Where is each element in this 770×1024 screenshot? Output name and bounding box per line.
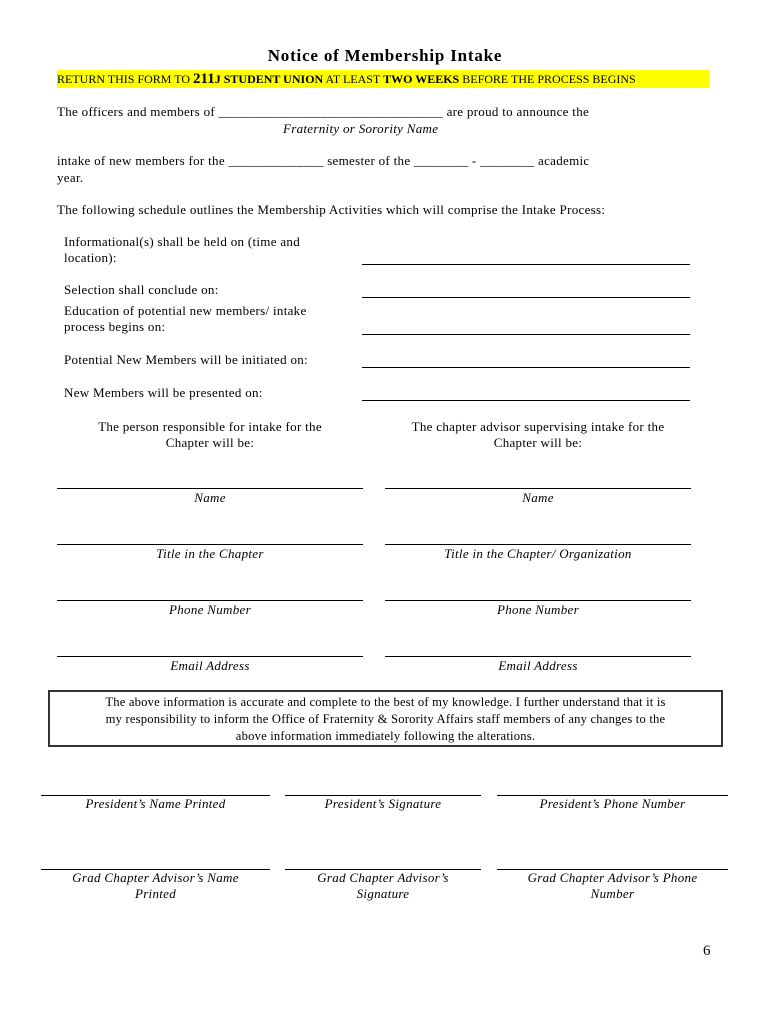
intake-contact-email-caption: Email Address	[170, 658, 250, 673]
advisor-title-caption: Title in the Chapter/ Organization	[444, 546, 632, 561]
initiation-date-field[interactable]	[362, 367, 690, 368]
form-title: Notice of Membership Intake	[267, 46, 503, 65]
selection-date-field[interactable]	[362, 297, 690, 298]
advisor-name-printed-caption	[41, 870, 270, 902]
organization-name-field[interactable]: _________________________________	[218, 104, 443, 119]
education-label	[64, 303, 307, 335]
intake-contact-phone-caption: Phone Number	[169, 602, 251, 617]
president-signature-caption: President’s Signature	[324, 796, 442, 811]
banner-deadline: TWO WEEKS	[383, 72, 460, 86]
intake-contact-title-caption: Title in the Chapter	[156, 546, 264, 561]
education-label-line-2: process begins on:	[64, 319, 166, 334]
advisor-email-caption: Email Address	[498, 658, 578, 673]
page-number: 6	[703, 943, 711, 959]
certification-line-1: The above information is accurate and complete to the best of my knowledge. I further understand that it is	[105, 695, 666, 709]
informational-date-field[interactable]	[362, 264, 690, 265]
certification-line-2: my responsibility to inform the Office of Fraternity & Sorority Affairs staff members of any changes to the	[105, 712, 666, 726]
advisor-phone-number-caption-line-1: Grad Chapter Advisor’s Phone	[527, 870, 698, 885]
advisor-phone-number-caption	[497, 870, 728, 902]
education-date-field[interactable]	[362, 334, 690, 335]
informational-label-line-2: location):	[64, 250, 117, 265]
president-name-caption: President’s Name Printed	[85, 796, 226, 811]
advisor-signature-caption-line-1: Grad Chapter Advisor’s	[317, 870, 449, 885]
intake-contact-name-field[interactable]	[57, 488, 363, 489]
advisor-supervising-heading-line-1: The chapter advisor supervising intake for the	[411, 419, 665, 434]
intro-line-1	[57, 104, 589, 120]
intake-contact-phone-field[interactable]	[57, 600, 363, 601]
initiation-label: Potential New Members will be initiated on:	[64, 352, 308, 367]
advisor-phone-caption: Phone Number	[497, 602, 579, 617]
banner-text-1: RETURN THIS FORM TO	[57, 72, 194, 86]
intro-line-1-end: are proud to announce the	[446, 104, 590, 119]
banner-location: J STUDENT UNION	[214, 72, 324, 86]
intro-line-1-start: The officers and members of	[57, 104, 216, 119]
president-phone-caption: President’s Phone Number	[539, 796, 686, 811]
selection-label: Selection shall conclude on:	[64, 282, 219, 297]
intake-semester-line[interactable]: intake of new members for the ______________ semester of the ________ - ________ academic	[57, 153, 590, 168]
advisor-supervising-heading	[385, 419, 691, 451]
advisor-name-printed-caption-line-1: Grad Chapter Advisor’s Name	[72, 870, 239, 885]
advisor-phone-number-caption-line-2: Number	[590, 886, 635, 901]
advisor-email-field[interactable]	[385, 656, 691, 657]
advisor-name-printed-caption-line-2: Printed	[134, 886, 177, 901]
banner-text-3: BEFORE THE PROCESS BEGINS	[459, 72, 636, 86]
advisor-signature-caption	[285, 870, 481, 902]
presentation-date-field[interactable]	[362, 400, 690, 401]
advisor-title-field[interactable]	[385, 544, 691, 545]
advisor-phone-field[interactable]	[385, 600, 691, 601]
certification-line-3: above information immediately following the alterations.	[235, 729, 536, 743]
intake-responsible-heading-line-2: Chapter will be:	[165, 435, 255, 450]
informational-label	[64, 234, 300, 266]
certification-statement-box	[48, 690, 723, 747]
schedule-intro: The following schedule outlines the Membership Activities which will comprise the Intake Process:	[57, 202, 606, 217]
advisor-name-caption: Name	[522, 490, 554, 505]
organization-name-caption: Fraternity or Sorority Name	[283, 121, 439, 136]
advisor-name-field[interactable]	[385, 488, 691, 489]
presentation-label: New Members will be presented on:	[64, 385, 263, 400]
intake-contact-email-field[interactable]	[57, 656, 363, 657]
banner-room: 211	[193, 71, 215, 87]
certification-statement	[50, 694, 721, 745]
intake-responsible-heading-line-1: The person responsible for intake for the	[98, 419, 322, 434]
advisor-supervising-heading-line-2: Chapter will be:	[493, 435, 583, 450]
intake-contact-name-caption: Name	[194, 490, 226, 505]
return-instructions-banner	[57, 70, 709, 88]
intake-year-line: year.	[57, 170, 84, 185]
informational-label-line-1: Informational(s) shall be held on (time and	[64, 234, 301, 249]
advisor-signature-caption-line-2: Signature	[356, 886, 410, 901]
intake-contact-title-field[interactable]	[57, 544, 363, 545]
intake-responsible-heading	[57, 419, 363, 451]
banner-text-2: AT LEAST	[323, 72, 384, 86]
education-label-line-1: Education of potential new members/ intake	[64, 303, 307, 318]
